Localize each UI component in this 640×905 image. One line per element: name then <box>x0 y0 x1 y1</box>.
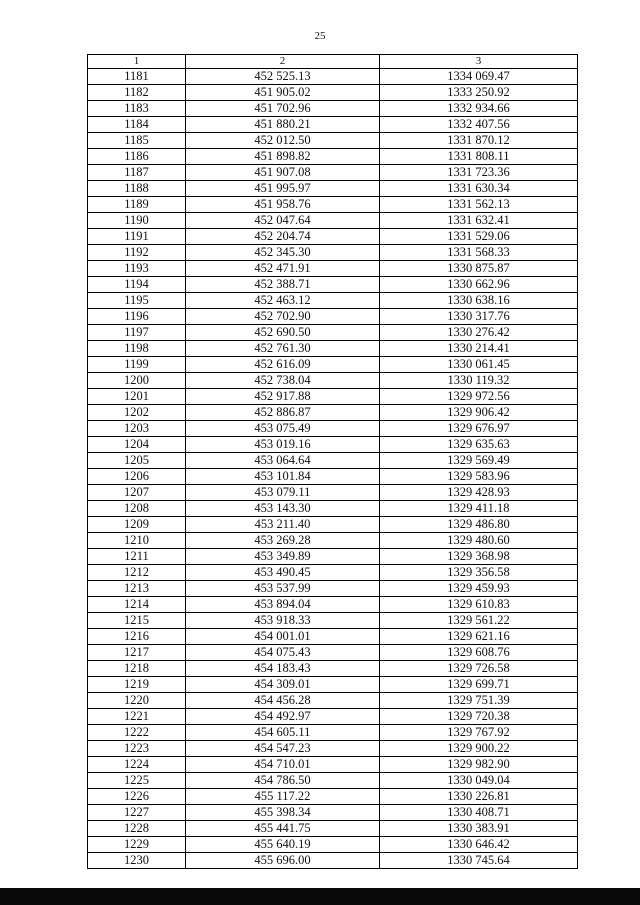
point-number-cell: 1224 <box>88 757 186 773</box>
table-row <box>88 469 578 485</box>
point-number-cell: 1219 <box>88 677 186 693</box>
point-number-cell: 1198 <box>88 341 186 357</box>
point-number-cell: 1196 <box>88 309 186 325</box>
x-coordinate-cell: 452 204.74 <box>186 229 380 245</box>
x-coordinate-cell: 452 388.71 <box>186 277 380 293</box>
table-row <box>88 421 578 437</box>
y-coordinate-cell: 1329 608.76 <box>380 645 578 661</box>
x-coordinate-cell: 455 441.75 <box>186 821 380 837</box>
x-coordinate-cell: 452 012.50 <box>186 133 380 149</box>
column-header: 2 <box>186 55 380 69</box>
x-coordinate-cell: 452 761.30 <box>186 341 380 357</box>
point-number-cell: 1205 <box>88 453 186 469</box>
point-number-cell: 1188 <box>88 181 186 197</box>
point-number-cell: 1183 <box>88 101 186 117</box>
table-row <box>88 501 578 517</box>
table-row <box>88 341 578 357</box>
table-row <box>88 389 578 405</box>
point-number-cell: 1225 <box>88 773 186 789</box>
table-row <box>88 805 578 821</box>
table-header-row <box>88 55 578 69</box>
point-number-cell: 1200 <box>88 373 186 389</box>
y-coordinate-cell: 1329 726.58 <box>380 661 578 677</box>
point-number-cell: 1226 <box>88 789 186 805</box>
table-row <box>88 581 578 597</box>
point-number-cell: 1193 <box>88 261 186 277</box>
x-coordinate-cell: 452 886.87 <box>186 405 380 421</box>
table-row <box>88 309 578 325</box>
point-number-cell: 1184 <box>88 117 186 133</box>
table-row <box>88 357 578 373</box>
y-coordinate-cell: 1330 061.45 <box>380 357 578 373</box>
table-row <box>88 149 578 165</box>
y-coordinate-cell: 1330 875.87 <box>380 261 578 277</box>
x-coordinate-cell: 455 117.22 <box>186 789 380 805</box>
table-row <box>88 837 578 853</box>
x-coordinate-cell: 455 640.19 <box>186 837 380 853</box>
x-coordinate-cell: 453 349.89 <box>186 549 380 565</box>
table-row <box>88 117 578 133</box>
point-number-cell: 1201 <box>88 389 186 405</box>
y-coordinate-cell: 1329 569.49 <box>380 453 578 469</box>
point-number-cell: 1195 <box>88 293 186 309</box>
point-number-cell: 1190 <box>88 213 186 229</box>
point-number-cell: 1217 <box>88 645 186 661</box>
y-coordinate-cell: 1329 480.60 <box>380 533 578 549</box>
point-number-cell: 1213 <box>88 581 186 597</box>
y-coordinate-cell: 1330 214.41 <box>380 341 578 357</box>
y-coordinate-cell: 1330 408.71 <box>380 805 578 821</box>
y-coordinate-cell: 1329 767.92 <box>380 725 578 741</box>
table-row <box>88 261 578 277</box>
y-coordinate-cell: 1330 049.04 <box>380 773 578 789</box>
y-coordinate-cell: 1331 630.34 <box>380 181 578 197</box>
table-row <box>88 405 578 421</box>
y-coordinate-cell: 1332 407.56 <box>380 117 578 133</box>
y-coordinate-cell: 1331 632.41 <box>380 213 578 229</box>
x-coordinate-cell: 454 309.01 <box>186 677 380 693</box>
point-number-cell: 1218 <box>88 661 186 677</box>
table-row <box>88 517 578 533</box>
table-row <box>88 165 578 181</box>
point-number-cell: 1203 <box>88 421 186 437</box>
x-coordinate-cell: 451 905.02 <box>186 85 380 101</box>
point-number-cell: 1222 <box>88 725 186 741</box>
y-coordinate-cell: 1330 119.32 <box>380 373 578 389</box>
y-coordinate-cell: 1329 428.93 <box>380 485 578 501</box>
point-number-cell: 1199 <box>88 357 186 373</box>
column-header: 3 <box>380 55 578 69</box>
coordinates-table <box>87 54 578 869</box>
table-row <box>88 229 578 245</box>
y-coordinate-cell: 1329 583.96 <box>380 469 578 485</box>
x-coordinate-cell: 453 537.99 <box>186 581 380 597</box>
x-coordinate-cell: 454 710.01 <box>186 757 380 773</box>
point-number-cell: 1182 <box>88 85 186 101</box>
table-row <box>88 549 578 565</box>
y-coordinate-cell: 1329 486.80 <box>380 517 578 533</box>
point-number-cell: 1221 <box>88 709 186 725</box>
table-row <box>88 773 578 789</box>
point-number-cell: 1189 <box>88 197 186 213</box>
x-coordinate-cell: 454 183.43 <box>186 661 380 677</box>
point-number-cell: 1223 <box>88 741 186 757</box>
table-row <box>88 213 578 229</box>
x-coordinate-cell: 451 880.21 <box>186 117 380 133</box>
x-coordinate-cell: 453 101.84 <box>186 469 380 485</box>
y-coordinate-cell: 1329 972.56 <box>380 389 578 405</box>
y-coordinate-cell: 1331 529.06 <box>380 229 578 245</box>
x-coordinate-cell: 452 616.09 <box>186 357 380 373</box>
table-row <box>88 597 578 613</box>
y-coordinate-cell: 1334 069.47 <box>380 69 578 85</box>
table-row <box>88 533 578 549</box>
y-coordinate-cell: 1330 276.42 <box>380 325 578 341</box>
y-coordinate-cell: 1329 635.63 <box>380 437 578 453</box>
x-coordinate-cell: 452 702.90 <box>186 309 380 325</box>
y-coordinate-cell: 1329 459.93 <box>380 581 578 597</box>
point-number-cell: 1186 <box>88 149 186 165</box>
table-row <box>88 101 578 117</box>
x-coordinate-cell: 454 492.97 <box>186 709 380 725</box>
point-number-cell: 1216 <box>88 629 186 645</box>
x-coordinate-cell: 455 696.00 <box>186 853 380 869</box>
point-number-cell: 1207 <box>88 485 186 501</box>
y-coordinate-cell: 1331 562.13 <box>380 197 578 213</box>
table-row <box>88 853 578 869</box>
y-coordinate-cell: 1330 317.76 <box>380 309 578 325</box>
point-number-cell: 1210 <box>88 533 186 549</box>
y-coordinate-cell: 1331 723.36 <box>380 165 578 181</box>
x-coordinate-cell: 452 345.30 <box>186 245 380 261</box>
point-number-cell: 1227 <box>88 805 186 821</box>
table-row <box>88 437 578 453</box>
y-coordinate-cell: 1329 906.42 <box>380 405 578 421</box>
x-coordinate-cell: 453 075.49 <box>186 421 380 437</box>
y-coordinate-cell: 1330 745.64 <box>380 853 578 869</box>
table-row <box>88 197 578 213</box>
x-coordinate-cell: 453 143.30 <box>186 501 380 517</box>
y-coordinate-cell: 1330 662.96 <box>380 277 578 293</box>
point-number-cell: 1220 <box>88 693 186 709</box>
table-row <box>88 485 578 501</box>
point-number-cell: 1185 <box>88 133 186 149</box>
y-coordinate-cell: 1330 383.91 <box>380 821 578 837</box>
table-body <box>88 69 578 869</box>
y-coordinate-cell: 1329 982.90 <box>380 757 578 773</box>
y-coordinate-cell: 1330 646.42 <box>380 837 578 853</box>
y-coordinate-cell: 1329 356.58 <box>380 565 578 581</box>
table-row <box>88 709 578 725</box>
table-row <box>88 741 578 757</box>
y-coordinate-cell: 1331 568.33 <box>380 245 578 261</box>
footer-bar <box>0 888 640 905</box>
y-coordinate-cell: 1329 621.16 <box>380 629 578 645</box>
table-row <box>88 325 578 341</box>
point-number-cell: 1209 <box>88 517 186 533</box>
table-row <box>88 821 578 837</box>
x-coordinate-cell: 452 917.88 <box>186 389 380 405</box>
table-row <box>88 277 578 293</box>
point-number-cell: 1215 <box>88 613 186 629</box>
x-coordinate-cell: 454 075.43 <box>186 645 380 661</box>
x-coordinate-cell: 454 456.28 <box>186 693 380 709</box>
point-number-cell: 1206 <box>88 469 186 485</box>
x-coordinate-cell: 452 690.50 <box>186 325 380 341</box>
table-row <box>88 629 578 645</box>
table-row <box>88 645 578 661</box>
table-row <box>88 245 578 261</box>
point-number-cell: 1208 <box>88 501 186 517</box>
y-coordinate-cell: 1331 870.12 <box>380 133 578 149</box>
y-coordinate-cell: 1329 699.71 <box>380 677 578 693</box>
y-coordinate-cell: 1329 751.39 <box>380 693 578 709</box>
point-number-cell: 1197 <box>88 325 186 341</box>
table-row <box>88 133 578 149</box>
y-coordinate-cell: 1329 720.38 <box>380 709 578 725</box>
table-row <box>88 69 578 85</box>
y-coordinate-cell: 1329 368.98 <box>380 549 578 565</box>
y-coordinate-cell: 1330 226.81 <box>380 789 578 805</box>
y-coordinate-cell: 1330 638.16 <box>380 293 578 309</box>
point-number-cell: 1229 <box>88 837 186 853</box>
x-coordinate-cell: 452 047.64 <box>186 213 380 229</box>
x-coordinate-cell: 451 907.08 <box>186 165 380 181</box>
point-number-cell: 1230 <box>88 853 186 869</box>
x-coordinate-cell: 453 490.45 <box>186 565 380 581</box>
x-coordinate-cell: 451 995.97 <box>186 181 380 197</box>
point-number-cell: 1202 <box>88 405 186 421</box>
point-number-cell: 1181 <box>88 69 186 85</box>
point-number-cell: 1194 <box>88 277 186 293</box>
point-number-cell: 1214 <box>88 597 186 613</box>
point-number-cell: 1204 <box>88 437 186 453</box>
y-coordinate-cell: 1329 610.83 <box>380 597 578 613</box>
table-row <box>88 453 578 469</box>
table-row <box>88 677 578 693</box>
point-number-cell: 1187 <box>88 165 186 181</box>
point-number-cell: 1191 <box>88 229 186 245</box>
y-coordinate-cell: 1329 411.18 <box>380 501 578 517</box>
y-coordinate-cell: 1331 808.11 <box>380 149 578 165</box>
point-number-cell: 1212 <box>88 565 186 581</box>
table-row <box>88 693 578 709</box>
x-coordinate-cell: 453 894.04 <box>186 597 380 613</box>
table-row <box>88 373 578 389</box>
point-number-cell: 1228 <box>88 821 186 837</box>
x-coordinate-cell: 454 001.01 <box>186 629 380 645</box>
x-coordinate-cell: 453 918.33 <box>186 613 380 629</box>
x-coordinate-cell: 451 958.76 <box>186 197 380 213</box>
x-coordinate-cell: 452 471.91 <box>186 261 380 277</box>
table-row <box>88 293 578 309</box>
y-coordinate-cell: 1329 676.97 <box>380 421 578 437</box>
x-coordinate-cell: 451 702.96 <box>186 101 380 117</box>
y-coordinate-cell: 1333 250.92 <box>380 85 578 101</box>
table-row <box>88 181 578 197</box>
table-row <box>88 85 578 101</box>
y-coordinate-cell: 1329 900.22 <box>380 741 578 757</box>
x-coordinate-cell: 453 079.11 <box>186 485 380 501</box>
x-coordinate-cell: 452 738.04 <box>186 373 380 389</box>
table-row <box>88 725 578 741</box>
x-coordinate-cell: 455 398.34 <box>186 805 380 821</box>
x-coordinate-cell: 454 786.50 <box>186 773 380 789</box>
table-row <box>88 565 578 581</box>
point-number-cell: 1211 <box>88 549 186 565</box>
x-coordinate-cell: 452 463.12 <box>186 293 380 309</box>
column-header: 1 <box>88 55 186 69</box>
x-coordinate-cell: 454 605.11 <box>186 725 380 741</box>
x-coordinate-cell: 451 898.82 <box>186 149 380 165</box>
y-coordinate-cell: 1332 934.66 <box>380 101 578 117</box>
x-coordinate-cell: 454 547.23 <box>186 741 380 757</box>
page-number: 25 <box>314 30 326 42</box>
y-coordinate-cell: 1329 561.22 <box>380 613 578 629</box>
table-row <box>88 789 578 805</box>
x-coordinate-cell: 453 211.40 <box>186 517 380 533</box>
x-coordinate-cell: 453 019.16 <box>186 437 380 453</box>
table-row <box>88 661 578 677</box>
table-row <box>88 613 578 629</box>
x-coordinate-cell: 453 269.28 <box>186 533 380 549</box>
table-row <box>88 757 578 773</box>
x-coordinate-cell: 452 525.13 <box>186 69 380 85</box>
point-number-cell: 1192 <box>88 245 186 261</box>
x-coordinate-cell: 453 064.64 <box>186 453 380 469</box>
